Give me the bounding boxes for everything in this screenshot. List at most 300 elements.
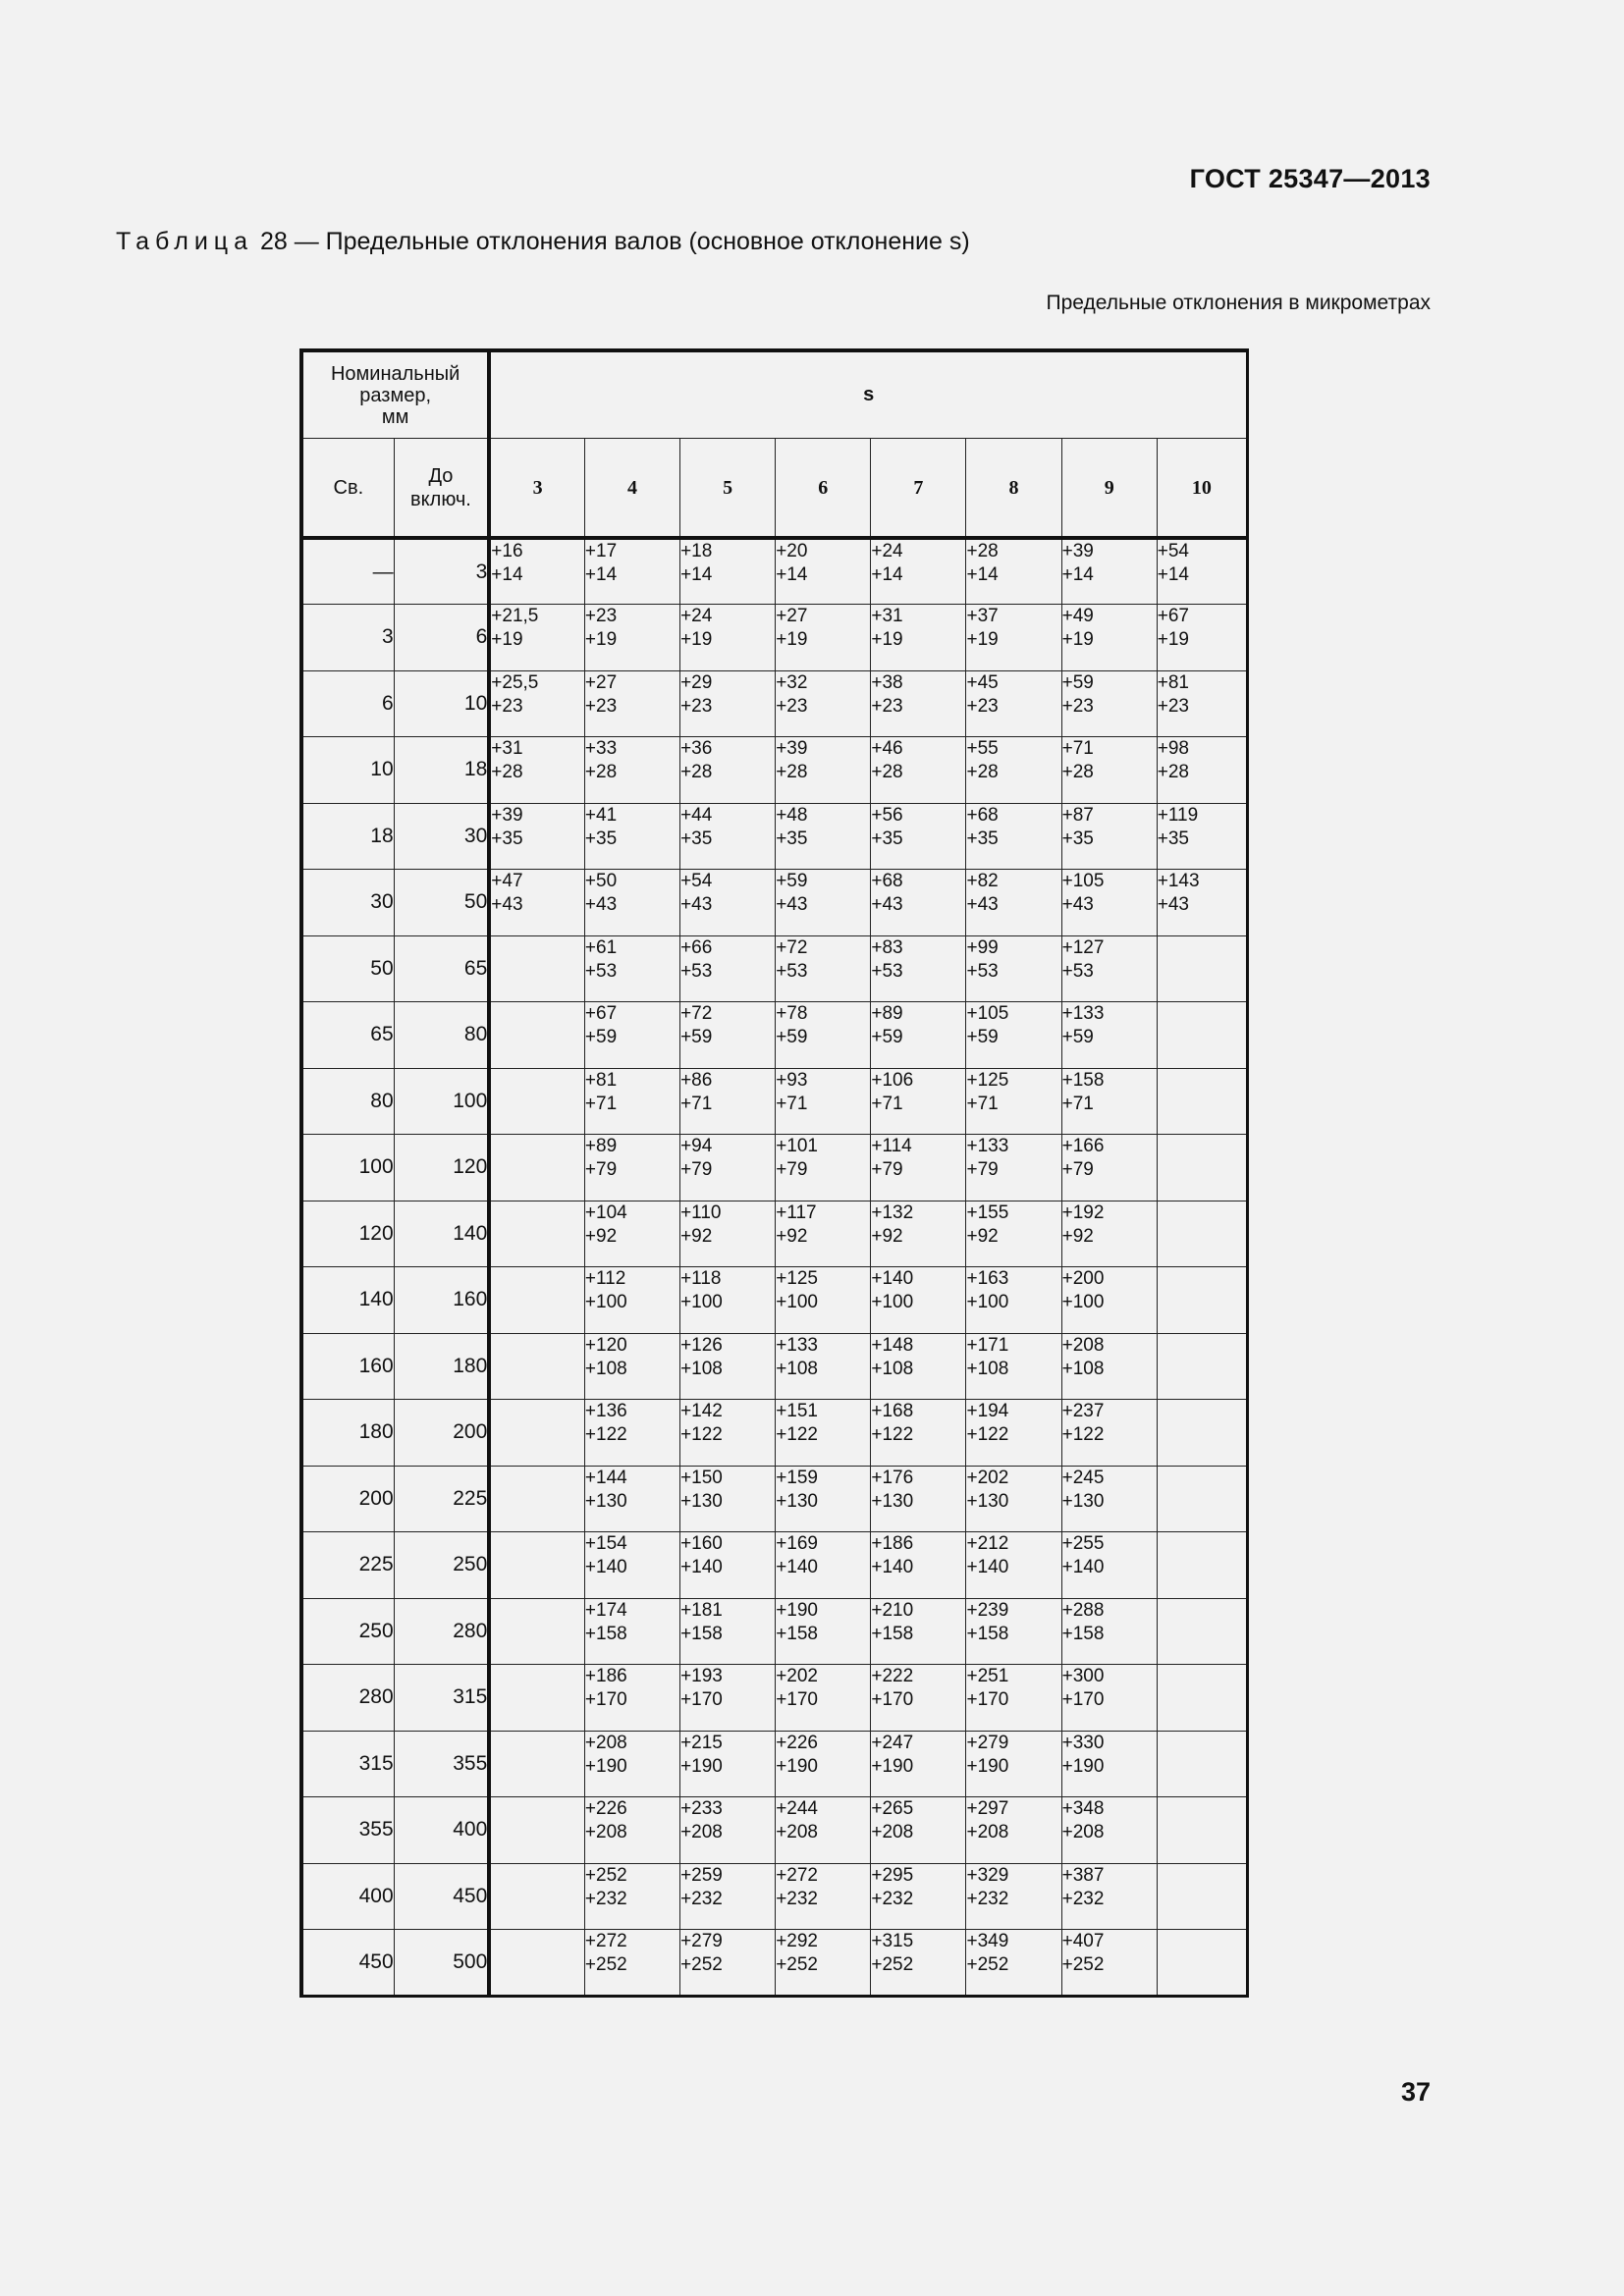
deviation-cell: [871, 1665, 966, 1732]
lower-deviation: +71: [966, 1093, 999, 1114]
deviation-cell: [680, 1201, 776, 1267]
lower-deviation: +43: [966, 894, 999, 915]
lower-deviation: +35: [871, 828, 903, 849]
lower-deviation: +130: [584, 1490, 627, 1512]
deviation-cell: [680, 1068, 776, 1135]
lower-deviation: +43: [680, 894, 713, 915]
deviation-cell: [680, 870, 776, 936]
deviation-cell: [680, 1400, 776, 1467]
deviation-cell: [584, 1135, 679, 1201]
upper-deviation: +67: [1157, 606, 1189, 626]
upper-deviation: +48: [776, 804, 808, 826]
lower-deviation: +122: [966, 1424, 1009, 1445]
upper-deviation: +106: [871, 1069, 914, 1091]
size-to-cell: 50: [394, 870, 489, 936]
lower-deviation: +59: [680, 1027, 713, 1047]
upper-deviation: +66: [680, 936, 713, 958]
lower-deviation: +19: [491, 629, 523, 650]
lower-deviation: +130: [776, 1490, 818, 1512]
deviation-cell: [1061, 1466, 1157, 1532]
deviation-cell: [1061, 1731, 1157, 1797]
lower-deviation: +14: [776, 564, 808, 585]
deviation-cell: [1157, 1665, 1247, 1732]
upper-deviation: +133: [776, 1334, 818, 1356]
upper-deviation: +142: [680, 1401, 723, 1421]
lower-deviation: +19: [776, 629, 808, 650]
lower-deviation: +35: [680, 828, 713, 849]
deviation-cell: [776, 605, 871, 671]
upper-deviation: +93: [776, 1069, 808, 1091]
deviation-cell: [871, 1863, 966, 1930]
size-to-cell: 400: [394, 1797, 489, 1864]
deviation-cell: [966, 1333, 1061, 1400]
deviation-cell: [1061, 1201, 1157, 1267]
upper-deviation: +27: [584, 671, 618, 693]
upper-deviation: +315: [871, 1931, 914, 1951]
deviation-cell: [489, 1002, 584, 1069]
upper-deviation: +136: [584, 1401, 627, 1421]
deviation-cell: [680, 605, 776, 671]
grade-header: 3: [489, 439, 584, 539]
deviation-cell: [489, 935, 584, 1002]
size-from-cell: 200: [301, 1466, 394, 1532]
upper-deviation: +78: [776, 1003, 808, 1024]
lower-deviation: +59: [871, 1027, 903, 1047]
table-row: [301, 1068, 1248, 1135]
upper-deviation: +171: [966, 1334, 1009, 1356]
deviation-cell: [1157, 605, 1247, 671]
lower-deviation: +208: [776, 1822, 818, 1842]
upper-deviation: +190: [776, 1599, 818, 1621]
upper-deviation: +208: [1061, 1334, 1105, 1356]
deviation-cell: [489, 1267, 584, 1334]
upper-deviation: +98: [1157, 738, 1189, 759]
upper-deviation: +265: [871, 1798, 914, 1819]
deviation-cell: [680, 1797, 776, 1864]
deviation-cell: [871, 605, 966, 671]
deviation-cell: [584, 1201, 679, 1267]
deviation-cell: [1061, 1863, 1157, 1930]
deviation-cell: [680, 935, 776, 1002]
nominal-size-header-line: Номинальный: [330, 362, 460, 385]
size-to-cell: 280: [394, 1598, 489, 1665]
upper-deviation: +202: [776, 1666, 818, 1686]
lower-deviation: +23: [680, 695, 713, 717]
upper-deviation: +329: [966, 1864, 1009, 1886]
table-row: [301, 803, 1248, 870]
grade-header: 10: [1157, 439, 1247, 539]
deviation-cell: [1061, 605, 1157, 671]
deviation-cell: [584, 1930, 679, 1997]
deviation-cell: [776, 1002, 871, 1069]
upper-deviation: +348: [1061, 1798, 1105, 1819]
upper-deviation: +295: [871, 1864, 914, 1886]
deviation-cell: [871, 1400, 966, 1467]
deviation-cell: [966, 538, 1061, 605]
units-note: Предельные отклонения в микрометрах: [1046, 292, 1431, 314]
upper-deviation: +244: [776, 1798, 818, 1819]
upper-deviation: +150: [680, 1467, 723, 1488]
lower-deviation: +92: [871, 1225, 903, 1247]
lower-deviation: +23: [1157, 695, 1189, 717]
deviation-cell: [966, 1068, 1061, 1135]
lower-deviation: +59: [776, 1027, 808, 1047]
lower-deviation: +28: [776, 762, 808, 782]
upper-deviation: +125: [966, 1069, 1009, 1091]
upper-deviation: +160: [680, 1533, 723, 1554]
deviation-cell: [1157, 1532, 1247, 1599]
deviation-cell: [1157, 1930, 1247, 1997]
upper-deviation: +20: [776, 541, 808, 561]
lower-deviation: +158: [776, 1623, 818, 1644]
upper-deviation: +245: [1061, 1467, 1105, 1488]
deviation-cell: [584, 935, 679, 1002]
upper-deviation: +132: [871, 1201, 914, 1223]
upper-deviation: +387: [1061, 1864, 1105, 1886]
lower-deviation: +158: [584, 1623, 627, 1644]
deviation-cell: [776, 1863, 871, 1930]
grade-header: 8: [966, 439, 1061, 539]
upper-deviation: +222: [871, 1666, 914, 1686]
size-from-cell: 315: [301, 1731, 394, 1797]
deviation-cell: [1157, 1466, 1247, 1532]
lower-deviation: +252: [966, 1954, 1009, 1975]
lower-deviation: +28: [1061, 762, 1094, 782]
from-column-header: Св.: [301, 439, 394, 539]
upper-deviation: +21,5: [491, 606, 539, 626]
deviation-cell: [1157, 1333, 1247, 1400]
deviation-cell: [489, 1731, 584, 1797]
deviation-cell: [1157, 670, 1247, 737]
lower-deviation: +208: [680, 1822, 723, 1842]
lower-deviation: +35: [584, 828, 618, 849]
table-row: [301, 1665, 1248, 1732]
size-to-cell: 140: [394, 1201, 489, 1267]
upper-deviation: +32: [776, 671, 808, 693]
upper-deviation: +252: [584, 1864, 627, 1886]
lower-deviation: +71: [871, 1093, 903, 1114]
upper-deviation: +239: [966, 1599, 1009, 1621]
table-row: [301, 670, 1248, 737]
deviation-cell: [1061, 1135, 1157, 1201]
lower-deviation: +23: [584, 695, 618, 717]
upper-deviation: +99: [966, 936, 999, 958]
upper-deviation: +83: [871, 936, 903, 958]
deviation-cell: [966, 1731, 1061, 1797]
upper-deviation: +226: [584, 1798, 627, 1819]
deviation-cell: [680, 1930, 776, 1997]
lower-deviation: +252: [776, 1954, 818, 1975]
upper-deviation: +17: [584, 541, 618, 561]
nominal-size-header-line: мм: [381, 405, 409, 428]
lower-deviation: +23: [1061, 695, 1094, 717]
upper-deviation: +50: [584, 871, 618, 891]
lower-deviation: +170: [966, 1689, 1009, 1710]
lower-deviation: +170: [680, 1689, 723, 1710]
deviation-cell: [1157, 1201, 1247, 1267]
deviation-cell: [1061, 538, 1157, 605]
lower-deviation: +43: [491, 894, 523, 915]
upper-deviation: +154: [584, 1533, 627, 1554]
upper-deviation: +119: [1157, 804, 1199, 826]
upper-deviation: +27: [776, 606, 808, 626]
deviation-cell: [1157, 737, 1247, 804]
size-to-cell: 500: [394, 1930, 489, 1997]
upper-deviation: +120: [584, 1334, 627, 1356]
lower-deviation: +28: [491, 762, 523, 782]
upper-deviation: +38: [871, 671, 903, 693]
lower-deviation: +108: [966, 1358, 1009, 1379]
lower-deviation: +23: [966, 695, 999, 717]
table-row: [301, 1797, 1248, 1864]
upper-deviation: +148: [871, 1334, 914, 1356]
lower-deviation: +53: [871, 960, 903, 982]
deviation-cell: [584, 1267, 679, 1334]
lower-deviation: +208: [584, 1822, 627, 1842]
deviation-cell: [489, 1201, 584, 1267]
deviation-cell: [680, 1863, 776, 1930]
lower-deviation: +43: [1157, 894, 1189, 915]
table-row: [301, 1333, 1248, 1400]
lower-deviation: +158: [871, 1623, 914, 1644]
deviation-cell: [871, 803, 966, 870]
deviation-cell: [776, 1731, 871, 1797]
table-row: [301, 935, 1248, 1002]
lower-deviation: +23: [776, 695, 808, 717]
deviation-cell: [776, 1135, 871, 1201]
upper-deviation: +44: [680, 804, 713, 826]
lower-deviation: +79: [776, 1159, 808, 1180]
deviation-cell: [489, 1068, 584, 1135]
deviation-cell: [966, 737, 1061, 804]
table-row: [301, 538, 1248, 605]
upper-deviation: +72: [680, 1003, 713, 1024]
lower-deviation: +122: [776, 1424, 818, 1445]
lower-deviation: +252: [871, 1954, 914, 1975]
deviation-cell: [1157, 538, 1247, 605]
lower-deviation: +140: [1061, 1557, 1105, 1577]
deviation-cell: [680, 1598, 776, 1665]
lower-deviation: +43: [584, 894, 618, 915]
size-to-cell: 100: [394, 1068, 489, 1135]
upper-deviation: +54: [1157, 541, 1189, 561]
upper-deviation: +24: [680, 606, 713, 626]
deviation-cell: [966, 1797, 1061, 1864]
deviation-cell: [871, 1333, 966, 1400]
upper-deviation: +112: [584, 1268, 626, 1289]
size-from-cell: 3: [301, 605, 394, 671]
upper-deviation: +169: [776, 1533, 818, 1554]
size-from-cell: 100: [301, 1135, 394, 1201]
size-to-cell: 3: [394, 538, 489, 605]
deviation-cell: [871, 1532, 966, 1599]
size-from-cell: 180: [301, 1400, 394, 1467]
upper-deviation: +155: [966, 1201, 1009, 1223]
page-number: 37: [1400, 2077, 1431, 2107]
upper-deviation: +110: [680, 1201, 722, 1223]
lower-deviation: +53: [776, 960, 808, 982]
table-title-text: 28 — Предельные отклонения валов (основное отклонение s): [253, 228, 970, 255]
deviation-cell: [871, 1930, 966, 1997]
lower-deviation: +19: [966, 629, 999, 650]
lower-deviation: +170: [584, 1689, 627, 1710]
size-from-cell: 10: [301, 737, 394, 804]
lower-deviation: +100: [1061, 1292, 1105, 1312]
deviation-cell: [1061, 803, 1157, 870]
deviation-cell: [680, 737, 776, 804]
lower-deviation: +140: [776, 1557, 818, 1577]
upper-deviation: +47: [491, 871, 523, 891]
deviation-cell: [584, 1002, 679, 1069]
deviation-cell: [1061, 737, 1157, 804]
deviation-cell: [966, 605, 1061, 671]
deviation-cell: [489, 1135, 584, 1201]
size-to-cell: 30: [394, 803, 489, 870]
deviation-cell: [1061, 1598, 1157, 1665]
table-row: [301, 737, 1248, 804]
upper-deviation: +407: [1061, 1931, 1105, 1951]
lower-deviation: +108: [871, 1358, 914, 1379]
nominal-size-header-line: размер,: [359, 384, 432, 406]
upper-deviation: +163: [966, 1268, 1009, 1289]
deviation-cell: [489, 605, 584, 671]
upper-deviation: +226: [776, 1732, 818, 1753]
deviation-cell: [871, 670, 966, 737]
lower-deviation: +232: [680, 1888, 723, 1909]
upper-deviation: +39: [1061, 541, 1094, 561]
deviation-cell: [489, 1400, 584, 1467]
deviation-cell: [966, 935, 1061, 1002]
deviation-cell: [871, 737, 966, 804]
upper-deviation: +59: [776, 871, 808, 891]
upper-deviation: +186: [871, 1533, 914, 1554]
table-row: [301, 1863, 1248, 1930]
grade-header: 6: [776, 439, 871, 539]
size-to-cell: 225: [394, 1466, 489, 1532]
lower-deviation: +100: [680, 1292, 723, 1312]
deviation-cell: [776, 1466, 871, 1532]
upper-deviation: +39: [776, 738, 808, 759]
upper-deviation: +31: [491, 738, 523, 759]
lower-deviation: +100: [584, 1292, 627, 1312]
table-row: [301, 1201, 1248, 1267]
upper-deviation: +16: [491, 541, 523, 561]
deviation-cell: [966, 1201, 1061, 1267]
deviation-cell: [1157, 1267, 1247, 1334]
upper-deviation: +166: [1061, 1136, 1105, 1156]
table-row: [301, 1002, 1248, 1069]
lower-deviation: +28: [584, 762, 618, 782]
upper-deviation: +259: [680, 1864, 723, 1886]
lower-deviation: +190: [776, 1755, 818, 1777]
deviation-cell: [584, 803, 679, 870]
upper-deviation: +127: [1061, 936, 1105, 958]
deviation-cell: [776, 1068, 871, 1135]
deviation-cell: [966, 870, 1061, 936]
deviation-cell: [1061, 1068, 1157, 1135]
upper-deviation: +158: [1061, 1069, 1105, 1091]
deviation-cell: [489, 1665, 584, 1732]
tolerance-field-header: s: [489, 350, 1247, 439]
upper-deviation: +61: [584, 936, 618, 958]
lower-deviation: +140: [871, 1557, 914, 1577]
table-row: [301, 1532, 1248, 1599]
upper-deviation: +49: [1061, 606, 1094, 626]
lower-deviation: +53: [966, 960, 999, 982]
lower-deviation: +28: [871, 762, 903, 782]
upper-deviation: +87: [1061, 804, 1094, 826]
upper-deviation: +193: [680, 1666, 723, 1686]
upper-deviation: +39: [491, 804, 523, 826]
deviation-cell: [871, 870, 966, 936]
lower-deviation: +14: [966, 564, 999, 585]
deviation-cell: [871, 935, 966, 1002]
deviation-cell: [776, 737, 871, 804]
size-from-cell: 160: [301, 1333, 394, 1400]
lower-deviation: +190: [1061, 1755, 1105, 1777]
deviation-cell: [1157, 1002, 1247, 1069]
lower-deviation: +19: [680, 629, 713, 650]
upper-deviation: +292: [776, 1931, 818, 1951]
lower-deviation: +208: [871, 1822, 914, 1842]
deviation-cell: [680, 538, 776, 605]
deviation-cell: [680, 670, 776, 737]
table-body: [301, 538, 1248, 1996]
lower-deviation: +14: [491, 564, 523, 585]
lower-deviation: +79: [1061, 1159, 1094, 1180]
upper-deviation: +133: [966, 1136, 1009, 1156]
upper-deviation: +255: [1061, 1533, 1105, 1554]
table-row: [301, 1930, 1248, 1997]
lower-deviation: +108: [1061, 1358, 1105, 1379]
lower-deviation: +158: [680, 1623, 723, 1644]
lower-deviation: +130: [871, 1490, 914, 1512]
upper-deviation: +181: [680, 1599, 723, 1621]
lower-deviation: +14: [1061, 564, 1094, 585]
deviation-cell: [489, 1466, 584, 1532]
deviation-cell: [966, 1598, 1061, 1665]
deviation-cell: [776, 1665, 871, 1732]
lower-deviation: +122: [871, 1424, 914, 1445]
lower-deviation: +140: [680, 1557, 723, 1577]
deviation-cell: [871, 1731, 966, 1797]
deviation-cell: [966, 1532, 1061, 1599]
deviation-cell: [966, 1002, 1061, 1069]
lower-deviation: +71: [584, 1093, 618, 1114]
lower-deviation: +232: [1061, 1888, 1105, 1909]
lower-deviation: +28: [966, 762, 999, 782]
deviation-cell: [680, 1731, 776, 1797]
deviation-cell: [776, 670, 871, 737]
upper-deviation: +118: [680, 1268, 722, 1289]
size-from-cell: 80: [301, 1068, 394, 1135]
upper-deviation: +251: [966, 1666, 1009, 1686]
size-to-cell: 180: [394, 1333, 489, 1400]
deviation-cell: [489, 1797, 584, 1864]
upper-deviation: +117: [776, 1201, 817, 1223]
upper-deviation: +105: [1061, 871, 1105, 891]
deviation-cell: [1061, 1333, 1157, 1400]
size-from-cell: 250: [301, 1598, 394, 1665]
size-to-cell: 450: [394, 1863, 489, 1930]
deviation-cell: [966, 670, 1061, 737]
deviation-cell: [776, 1333, 871, 1400]
table-row: [301, 1267, 1248, 1334]
upper-deviation: +31: [871, 606, 903, 626]
lower-deviation: +35: [776, 828, 808, 849]
lower-deviation: +130: [966, 1490, 1009, 1512]
deviation-cell: [966, 803, 1061, 870]
